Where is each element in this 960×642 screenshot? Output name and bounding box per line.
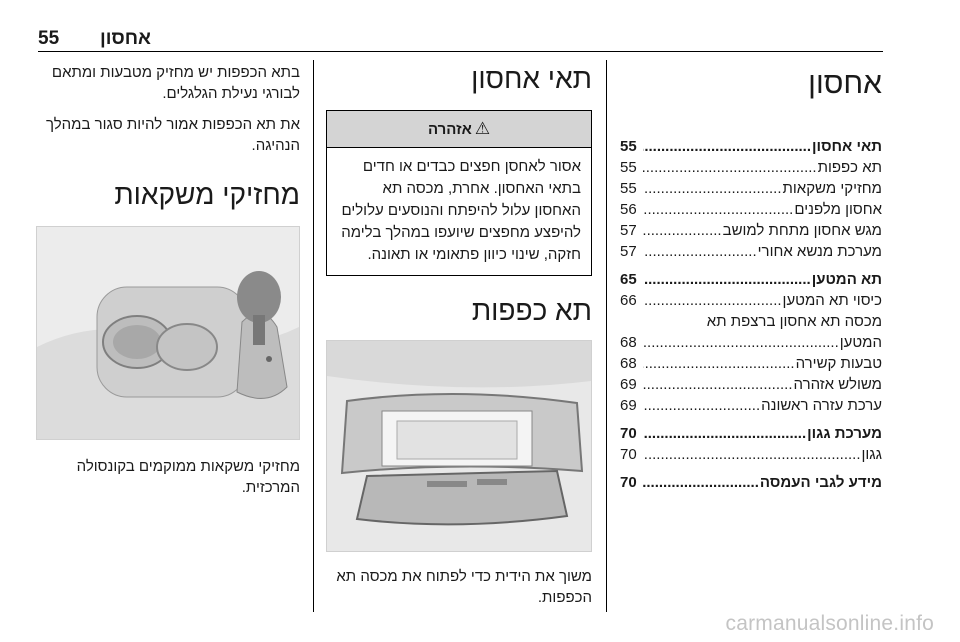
right-column xyxy=(620,62,882,493)
warning-title: אזהרה xyxy=(427,120,472,138)
warning-box xyxy=(326,110,592,276)
glovebox-photo xyxy=(326,340,592,552)
toc-item-continued[interactable]: מכסה תא אחסון ברצפת תא xyxy=(706,313,882,330)
toc-item[interactable]: מחזיקי משקאות ..... 55 xyxy=(620,178,882,199)
toc-item[interactable]: תא המטען ..... 65 xyxy=(620,269,882,290)
storage-compartments-heading: תאי אחסון xyxy=(471,63,592,94)
toc-item[interactable]: מערכת גגון ..... 70 xyxy=(620,423,882,444)
intro-paragraph-1: בתא הכפפות יש מחזיק מטבעות ומתאם לבורגי נעילת הגלגלים. xyxy=(51,64,300,102)
warning-triangle-icon: ⚠ xyxy=(474,119,491,138)
cupholders-caption: מחזיקי משקאות ממוקמים בקונסולה המרכזית. xyxy=(76,458,300,496)
toc-item[interactable]: ערכת עזרה ראשונה ..... 69 xyxy=(620,395,882,416)
cupholders-photo xyxy=(36,226,300,440)
page-header xyxy=(0,0,960,52)
glovebox-caption: משוך את הידית כדי לפתוח את מכסה תא הכפפות. xyxy=(336,568,592,606)
cupholders-heading: מחזיקי משקאות xyxy=(114,179,300,210)
warning-header xyxy=(327,111,591,148)
middle-column xyxy=(326,62,592,618)
left-column xyxy=(38,62,300,508)
toc-item[interactable]: טבעות קשירה ..... 68 xyxy=(620,353,882,374)
glovebox-heading: תא כפפות xyxy=(471,295,592,326)
intro-paragraph-2: את תא הכפפות אמור להיות סגור במהלך הנהיגה. xyxy=(46,116,300,154)
toc-item[interactable]: גגון ..... 70 xyxy=(620,444,882,465)
running-title: אחסון xyxy=(100,28,151,49)
toc-item[interactable]: מערכת מנשא אחורי ..... 57 xyxy=(620,241,882,262)
toc-item[interactable]: מידע לגבי העמסה ..... 70 xyxy=(620,472,882,493)
page-number: 55 xyxy=(38,28,60,49)
toc-item[interactable]: המטען ..... 68 xyxy=(620,332,882,353)
column-divider-right xyxy=(606,60,607,612)
toc-item[interactable]: כיסוי תא המטען ..... 66 xyxy=(620,290,882,311)
column-divider-left xyxy=(313,60,314,612)
toc-item[interactable]: מגש אחסון מתחת למושב ..... 57 xyxy=(620,220,882,241)
toc-item[interactable]: תא כפפות ..... 55 xyxy=(620,157,882,178)
warning-text: אסור לאחסן חפצים כבדים או חדים בתאי האחסון. אחרת, מכסה תא האחסון עלול להיפתח והנוסעים עלולים להיפצע מחפצים שיועפו במהלך בלימה חזקה, שינוי כיוון פתאומי או תאונה. xyxy=(341,158,581,263)
watermark: carmanualsonline.info xyxy=(725,612,934,635)
toc-item[interactable]: אחסון מלפנים ..... 56 xyxy=(620,199,882,220)
toc-item[interactable]: תאי אחסון ..... 55 xyxy=(620,136,882,157)
toc-item[interactable]: משולש אזהרה ..... 69 xyxy=(620,374,882,395)
table-of-contents xyxy=(620,136,882,493)
header-rule xyxy=(38,51,883,52)
chapter-title: אחסון xyxy=(808,67,882,100)
